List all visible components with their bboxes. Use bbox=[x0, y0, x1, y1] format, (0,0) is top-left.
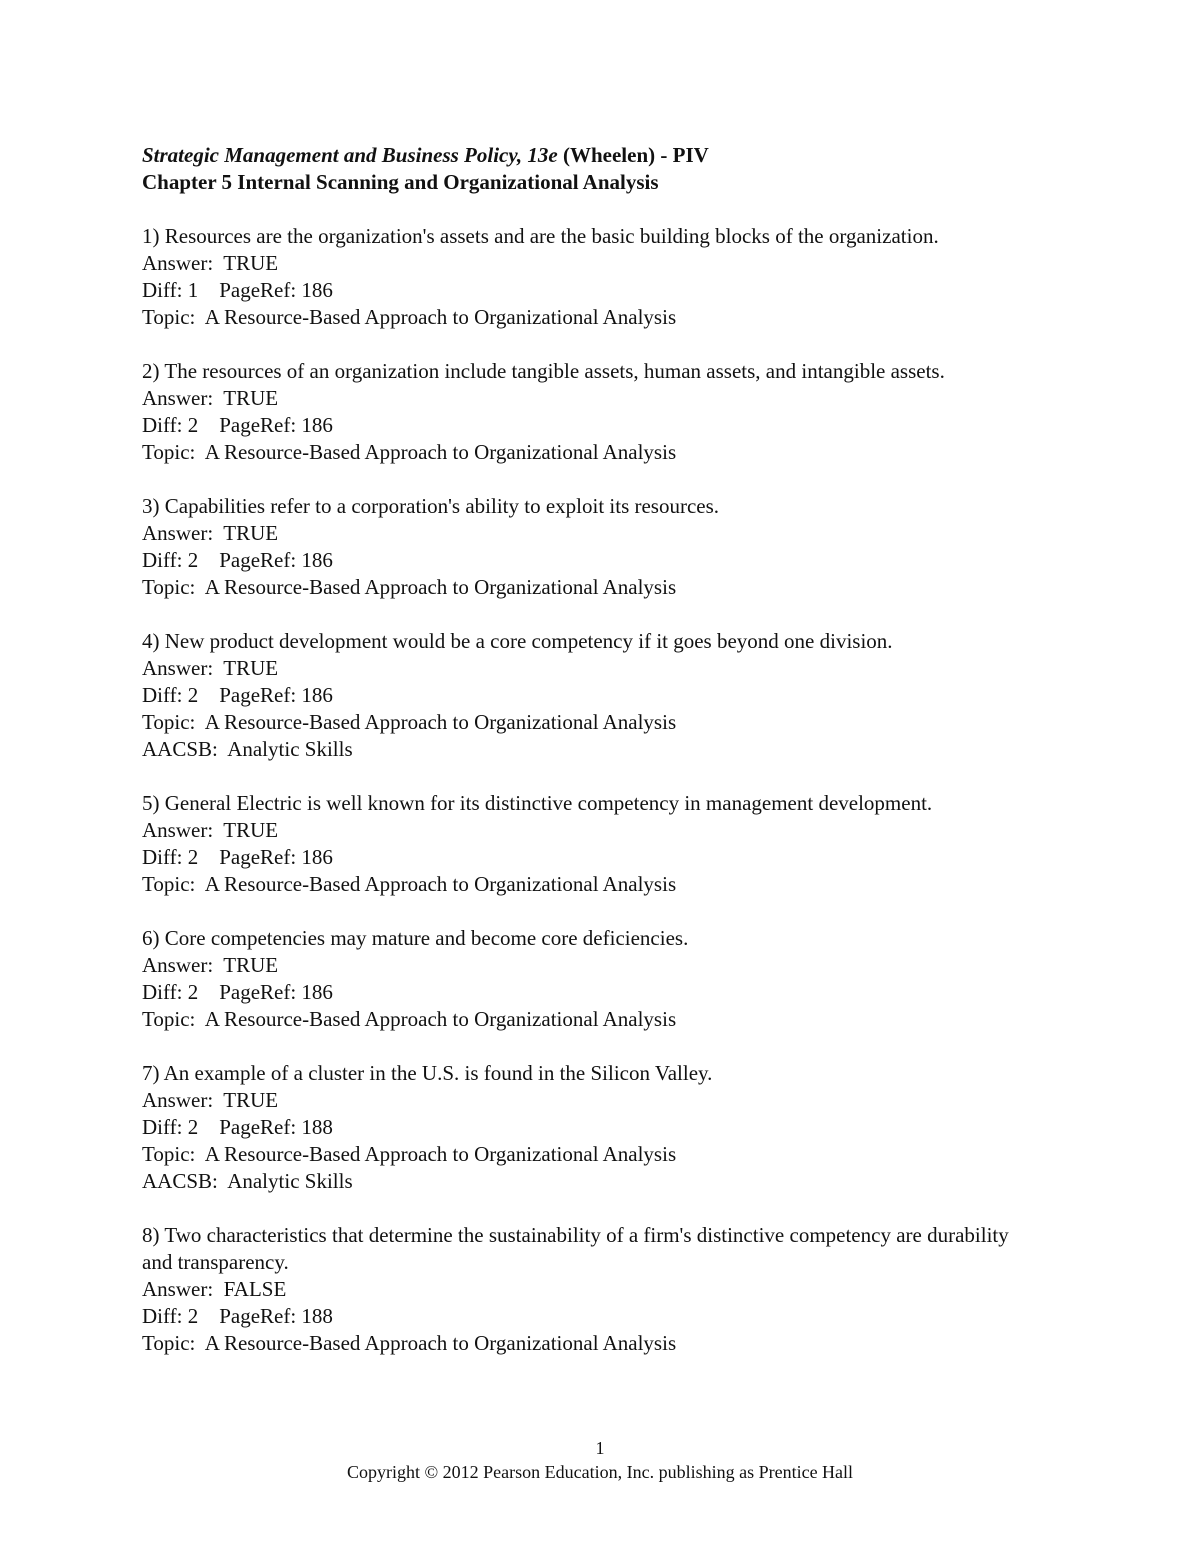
question-text: 5) General Electric is well known for its distinctive competency in management development. bbox=[142, 791, 933, 815]
document-page bbox=[142, 142, 1062, 1384]
question-answer: Answer: TRUE bbox=[142, 818, 279, 842]
question-aacsb: AACSB: Analytic Skills bbox=[142, 737, 353, 761]
question-diff-pageref: Diff: 2 PageRef: 188 bbox=[142, 1115, 333, 1139]
question-answer: Answer: TRUE bbox=[142, 251, 279, 275]
question-3 bbox=[142, 493, 1062, 601]
question-diff-pageref: Diff: 2 PageRef: 186 bbox=[142, 548, 333, 572]
question-text: 4) New product development would be a core competency if it goes beyond one division. bbox=[142, 629, 893, 653]
book-title: Strategic Management and Business Policy, 13e bbox=[142, 143, 558, 167]
question-text: 6) Core competencies may mature and become core deficiencies. bbox=[142, 926, 689, 950]
question-4 bbox=[142, 628, 1062, 763]
question-diff-pageref: Diff: 2 PageRef: 188 bbox=[142, 1304, 333, 1328]
question-list bbox=[142, 223, 1062, 1357]
chapter-title: Chapter 5 Internal Scanning and Organizational Analysis bbox=[142, 170, 659, 194]
question-topic: Topic: A Resource-Based Approach to Organizational Analysis bbox=[142, 440, 677, 464]
question-diff-pageref: Diff: 2 PageRef: 186 bbox=[142, 413, 333, 437]
copyright-notice: Copyright © 2012 Pearson Education, Inc. publishing as Prentice Hall bbox=[346, 1462, 854, 1482]
book-author-edition: (Wheelen) - PIV bbox=[557, 143, 709, 167]
question-2 bbox=[142, 358, 1062, 466]
question-text: 3) Capabilities refer to a corporation's ability to exploit its resources. bbox=[142, 494, 720, 518]
question-answer: Answer: TRUE bbox=[142, 1088, 279, 1112]
question-topic: Topic: A Resource-Based Approach to Organizational Analysis bbox=[142, 710, 677, 734]
question-answer: Answer: TRUE bbox=[142, 521, 279, 545]
question-answer: Answer: TRUE bbox=[142, 953, 279, 977]
question-1 bbox=[142, 223, 1062, 331]
question-topic: Topic: A Resource-Based Approach to Organizational Analysis bbox=[142, 305, 677, 329]
question-diff-pageref: Diff: 2 PageRef: 186 bbox=[142, 683, 333, 707]
question-answer: Answer: TRUE bbox=[142, 386, 279, 410]
question-topic: Topic: A Resource-Based Approach to Organizational Analysis bbox=[142, 1331, 677, 1355]
question-text: 8) Two characteristics that determine the sustainability of a firm's distinctive competency are durability and transparency. bbox=[142, 1223, 1009, 1274]
question-7 bbox=[142, 1060, 1062, 1195]
question-text: 1) Resources are the organization's assets and are the basic building blocks of the organization. bbox=[142, 224, 939, 248]
question-aacsb: AACSB: Analytic Skills bbox=[142, 1169, 353, 1193]
question-diff-pageref: Diff: 2 PageRef: 186 bbox=[142, 845, 333, 869]
question-answer: Answer: TRUE bbox=[142, 656, 279, 680]
book-title-line bbox=[142, 142, 1062, 169]
question-text: 2) The resources of an organization include tangible assets, human assets, and intangible assets. bbox=[142, 359, 945, 383]
question-6 bbox=[142, 925, 1062, 1033]
question-answer: Answer: FALSE bbox=[142, 1277, 287, 1301]
question-topic: Topic: A Resource-Based Approach to Organizational Analysis bbox=[142, 1007, 677, 1031]
page-number: 1 bbox=[595, 1438, 605, 1458]
question-diff-pageref: Diff: 1 PageRef: 186 bbox=[142, 278, 333, 302]
question-text: 7) An example of a cluster in the U.S. is found in the Silicon Valley. bbox=[142, 1061, 713, 1085]
question-diff-pageref: Diff: 2 PageRef: 186 bbox=[142, 980, 333, 1004]
question-topic: Topic: A Resource-Based Approach to Organizational Analysis bbox=[142, 575, 677, 599]
question-5 bbox=[142, 790, 1062, 898]
question-topic: Topic: A Resource-Based Approach to Organizational Analysis bbox=[142, 872, 677, 896]
question-topic: Topic: A Resource-Based Approach to Organizational Analysis bbox=[142, 1142, 677, 1166]
question-8 bbox=[142, 1222, 1062, 1357]
